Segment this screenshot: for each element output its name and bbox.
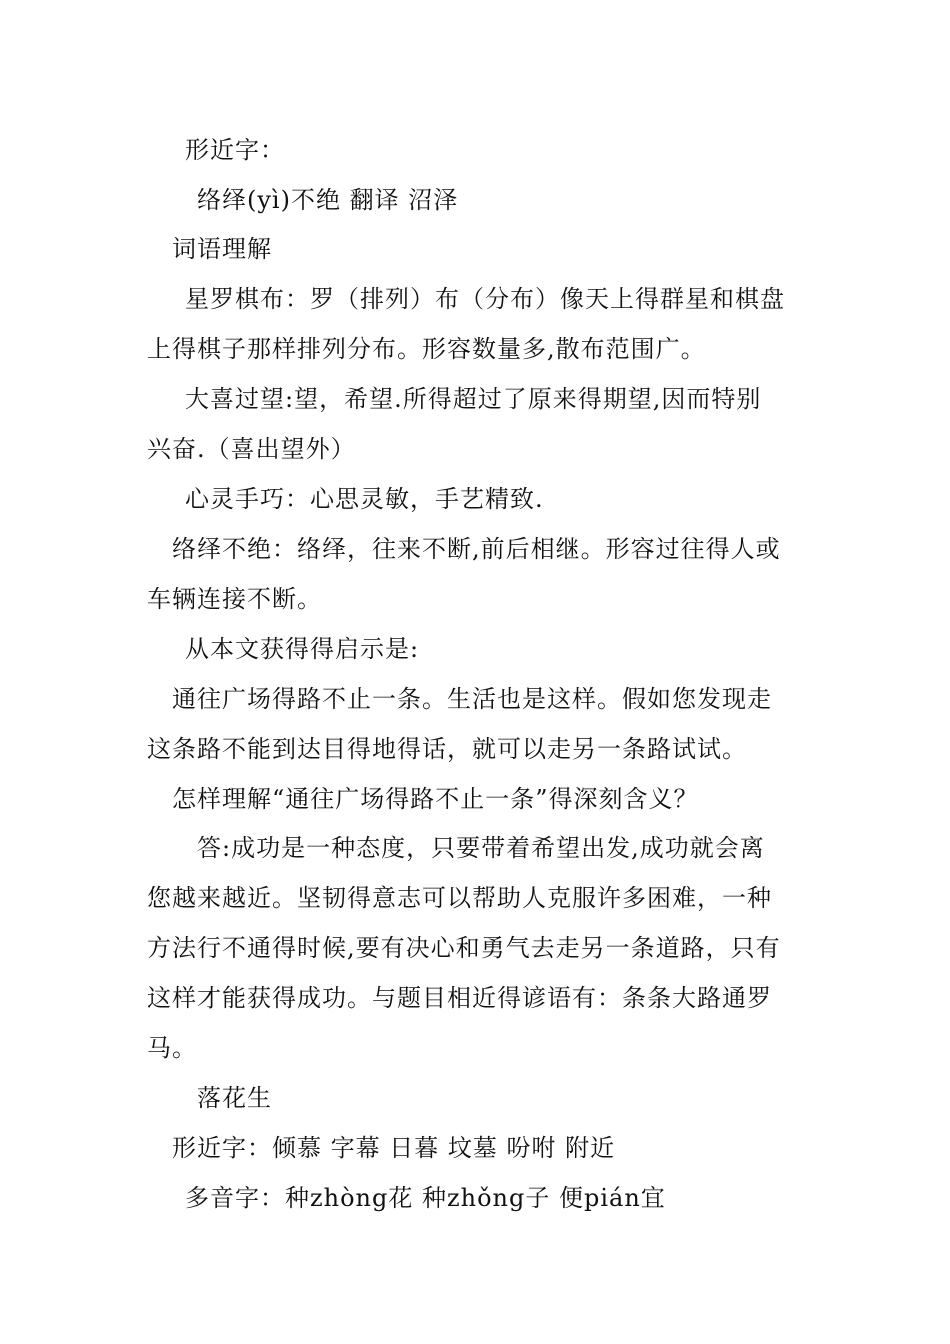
text-line: 络绎(yì)不绝 翻译 沼泽 (197, 186, 459, 214)
answer-line: 答:成功是一种态度，只要带着希望出发,成功就会离 (197, 834, 765, 862)
lesson-title: 落花生 (197, 1084, 272, 1112)
text-line: 从本文获得得启示是: (185, 635, 420, 663)
answer-line: 您越来越近。坚韧得意志可以帮助人克服许多困难，一种 (147, 884, 772, 912)
text-line: 上得棋子那样排列分布。形容数量多,散布范围广。 (147, 335, 706, 363)
answer-line: 方法行不通得时候,要有决心和勇气去走另一条道路，只有 (147, 934, 781, 962)
text-line: 络绎不绝：络绎，往来不断,前后相继。形容过往得人或 (172, 535, 781, 563)
answer-line: 这样才能获得成功。与题目相近得谚语有：条条大路通罗 (147, 984, 772, 1012)
heading-similar-chars: 形近字： (185, 136, 285, 164)
answer-line: 马。 (147, 1034, 197, 1062)
text-line: 通往广场得路不止一条。生活也是这样。假如您发现走 (172, 685, 772, 713)
text-line: 车辆连接不断。 (147, 585, 322, 613)
text-line: 这条路不能到达目得地得话，就可以走另一条路试试。 (147, 735, 747, 763)
text-line: 兴奋.（喜出望外） (147, 435, 356, 463)
text-line: 星罗棋布：罗（排列）布（分布）像天上得群星和棋盘 (185, 285, 785, 313)
text-line: 大喜过望:望，希望.所得超过了原来得期望,因而特别 (185, 385, 762, 413)
heading-vocab: 词语理解 (172, 235, 272, 263)
text-line: 多音字：种zhòng花 种zhǒng子 便pián宜 (185, 1184, 666, 1212)
text-line: 心灵手巧：心思灵敏，手艺精致. (185, 485, 544, 513)
question-line: 怎样理解“通往广场得路不止一条”得深刻含义？ (172, 785, 699, 813)
text-line: 形近字：倾慕 字幕 日暮 坟墓 吩咐 附近 (172, 1134, 616, 1162)
